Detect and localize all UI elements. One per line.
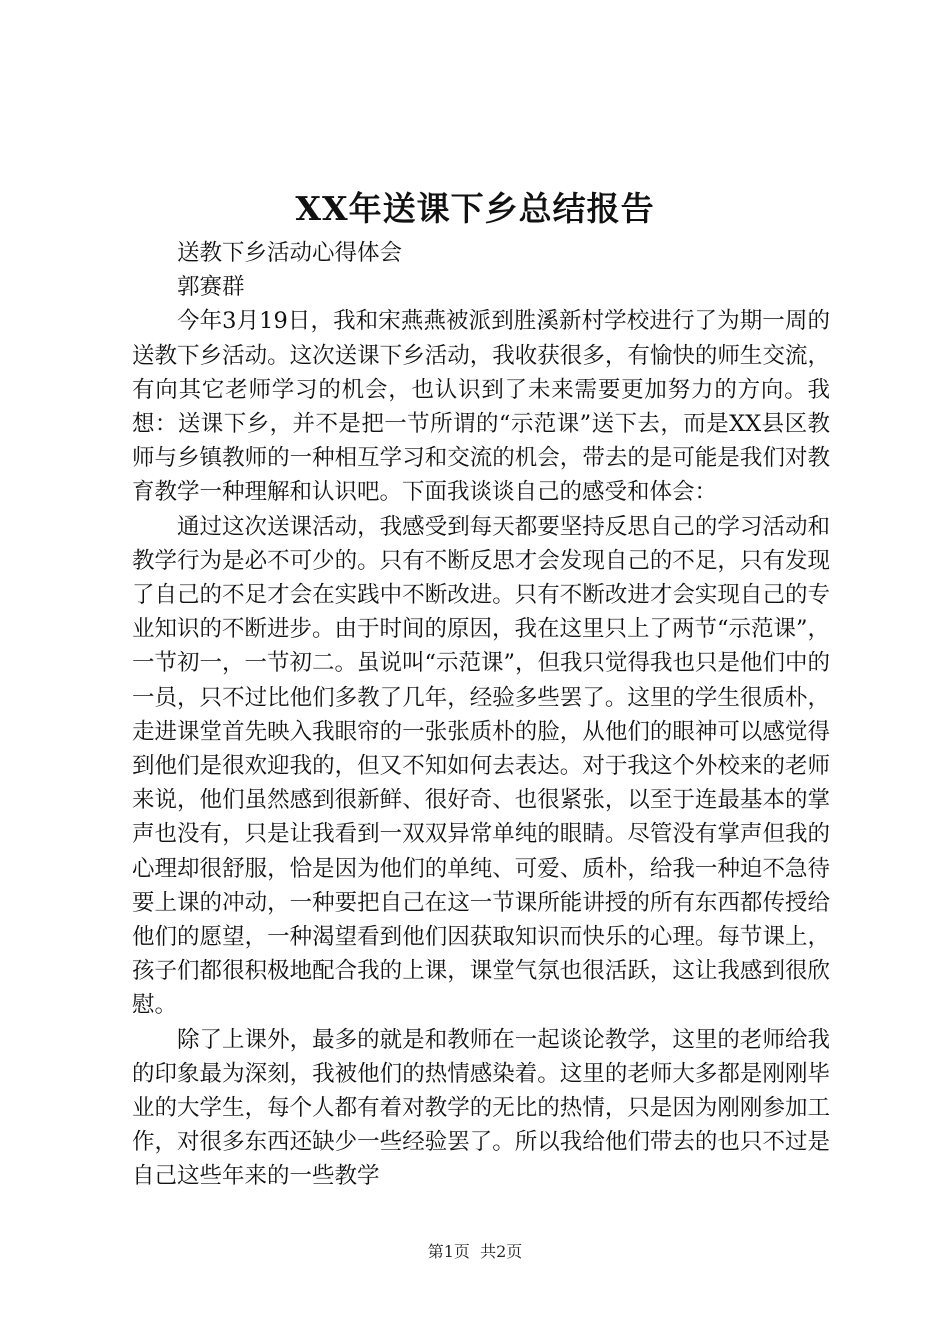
subtitle-line: 送教下乡活动心得体会 (177, 240, 403, 266)
body-paragraph: 除了上课外，最多的就是和教师在一起谈论教学，这里的老师给我的印象最为深刻，我被他们的热情感染着。这里的老师大多都是刚刚毕业的大学生，每个人都有着对教学的无比的热情，只是因为刚刚参加工作，对很多东西还缺少一些经验罢了。所以我给他们带去的也只不过是自己这些年来的一些教学 (132, 1026, 830, 1190)
document-body (132, 236, 830, 1194)
footer-gap (470, 1242, 480, 1261)
page-number: 第1页 (427, 1242, 470, 1261)
body-paragraph: 通过这次送课活动，我感受到每天都要坚持反思自己的学习活动和教学行为是必不可少的。只有不断反思才会发现自己的不足，只有发现了自己的不足才会在实践中不断改进。只有不断改进才会实现自己的专业知识的不断进步。由于时间的原因，我在这里只上了两节“示范课”，一节初一，一节初二。虽说叫“示范课”，但我只觉得我也只是他们中的一员，只不过比他们多教了几年，经验多些罢了。这里的学生很质朴，走进课堂首先映入我眼帘的一张张质朴的脸，从他们的眼神可以感觉得到他们是很欢迎我的，但又不知如何去表达。对于我这个外校来的老师来说，他们虽然感到很新鲜、很好奇、也很紧张，以至于连最基本的掌声也没有，只是让我看到一双双异常单纯的眼睛。尽管没有掌声但我的心理却很舒服，恰是因为他们的单纯、可爱、质朴，给我一种迫不急待要上课的冲动，一种要把自己在这一节课所能讲授的所有东西都传授给他们的愿望，一种渴望看到他们因获取知识而快乐的心理。每节课上，孩子们都很积极地配合我的上课，课堂气氛也很活跃，这让我感到很欣慰。 (132, 513, 831, 1019)
document-title: XX年送课下乡总结报告 (295, 189, 655, 228)
body-paragraph: 今年3月19日，我和宋燕燕被派到胜溪新村学校进行了为期一周的送教下乡活动。这次送课下乡活动，我收获很多，有愉快的师生交流，有向其它老师学习的机会，也认识到了未来需要更加努力的方向。我想：送课下乡，并不是把一节所谓的“示范课”送下去，而是XX县区教师与乡镇教师的一种相互学习和交流的机会，带去的是可能是我们对教育教学一种理解和认识吧。下面我谈谈自己的感受和体会： (132, 308, 830, 506)
page-footer (0, 1240, 950, 1264)
page-total: 共2页 (480, 1242, 523, 1261)
author-line: 郭赛群 (177, 274, 245, 301)
